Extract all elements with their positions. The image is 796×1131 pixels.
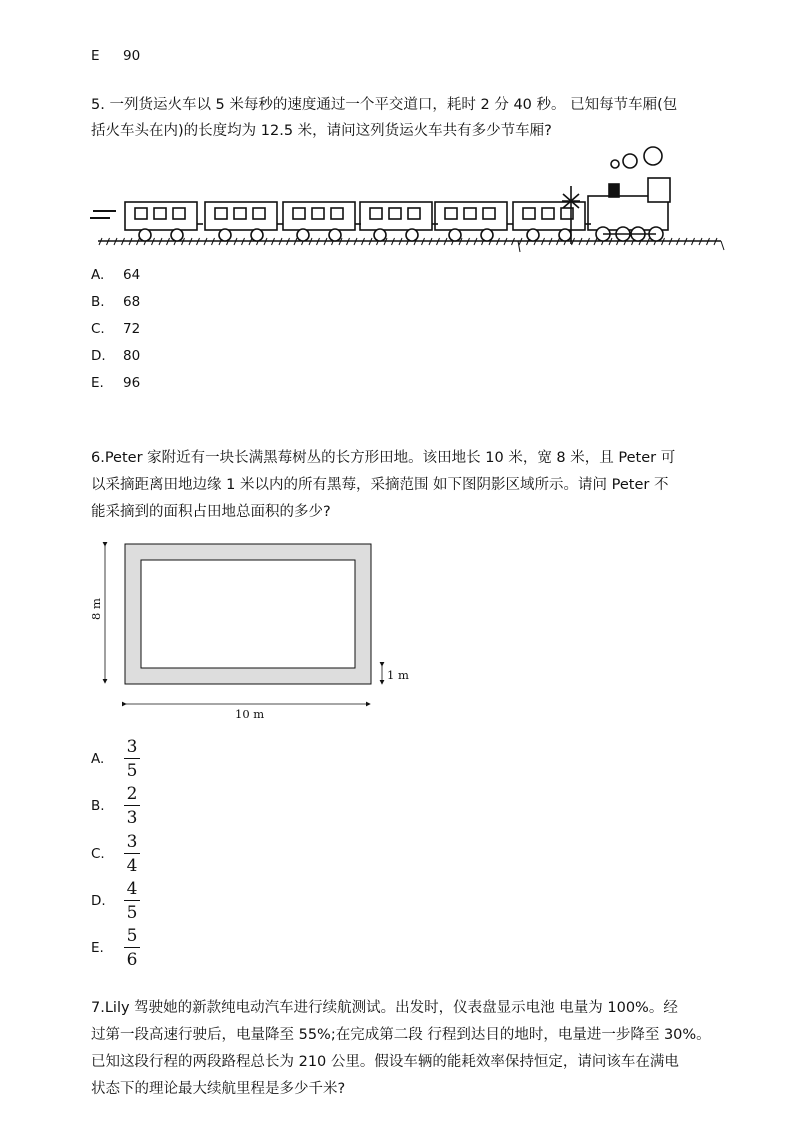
question-6-line-2: 以采摘距离田地边缘 1 米以内的所有黑莓，采摘范围 如下图阴影区域所示。请问 Peter 不	[91, 477, 669, 493]
question-7-line-1: 7.Lily 驾驶她的新款纯电动汽车进行续航测试。出发时，仪表盘显示电池 电量为 100%。经	[91, 1000, 678, 1016]
option-letter: E	[91, 48, 100, 64]
denominator: 3	[126, 808, 138, 828]
option-e-letter: E.	[91, 940, 104, 956]
question-7-line-4: 状态下的理论最大续航里程是多少千米?	[91, 1081, 346, 1097]
option-b-value: 68	[123, 294, 141, 310]
height-label: 8 m	[89, 598, 103, 620]
option-b-fraction	[124, 784, 140, 828]
question-5-text	[91, 92, 731, 144]
field-diagram	[88, 538, 418, 728]
numerator: 4	[126, 879, 138, 899]
border-width-label: 1 m	[387, 668, 409, 682]
option-d-letter: D.	[91, 893, 106, 909]
numerator: 3	[126, 737, 138, 757]
numerator: 2	[126, 784, 138, 804]
question-7-line-2: 过第一段高速行驶后，电量降至 55%;在完成第二段 行程到达目的地时，电量进一步降至 30%。	[91, 1027, 711, 1043]
option-a-value: 64	[123, 267, 141, 283]
question-6-line-3: 能采摘到的面积占田地总面积的多少?	[91, 504, 331, 520]
question-6-line-1: 6.Peter 家附近有一块长满黑莓树丛的长方形田地。该田地长 10 米，宽 8 米，且 Peter 可	[91, 450, 676, 466]
option-c-letter: C.	[91, 846, 105, 862]
option-d-letter: D.	[91, 348, 106, 364]
train-illustration	[88, 144, 733, 256]
option-b-letter: B.	[91, 798, 105, 814]
option-b-letter: B.	[91, 294, 105, 310]
question-7-line-3: 已知这段行程的两段路程总长为 210 公里。假设车辆的能耗效率保持恒定，请问该车在满电	[91, 1054, 679, 1070]
option-c-value: 72	[123, 321, 141, 337]
question-6-text	[91, 445, 731, 526]
option-a-letter: A.	[91, 751, 105, 767]
option-a-letter: A.	[91, 267, 105, 283]
option-value: 90	[123, 48, 141, 64]
question-5-line-2: 括火车头在内)的长度均为 12.5 米，请问这列货运火车共有多少节车厢?	[91, 123, 552, 139]
option-e-value: 96	[123, 375, 141, 391]
option-c-fraction	[124, 832, 140, 876]
width-label: 10 m	[235, 707, 265, 721]
denominator: 5	[126, 903, 138, 923]
denominator: 4	[126, 856, 138, 876]
option-d-fraction	[124, 879, 140, 923]
numerator: 5	[126, 926, 138, 946]
question-7-text	[91, 995, 751, 1103]
option-e-fraction	[124, 926, 140, 970]
question-5-line-1: 5. 一列货运火车以 5 米每秒的速度通过一个平交道口，耗时 2 分 40 秒。 已知每节车厢(包	[91, 97, 678, 113]
option-e-letter: E.	[91, 375, 104, 391]
denominator: 5	[126, 761, 138, 781]
option-a-fraction	[124, 737, 140, 781]
option-d-value: 80	[123, 348, 141, 364]
denominator: 6	[126, 950, 138, 970]
numerator: 3	[126, 832, 138, 852]
option-c-letter: C.	[91, 321, 105, 337]
